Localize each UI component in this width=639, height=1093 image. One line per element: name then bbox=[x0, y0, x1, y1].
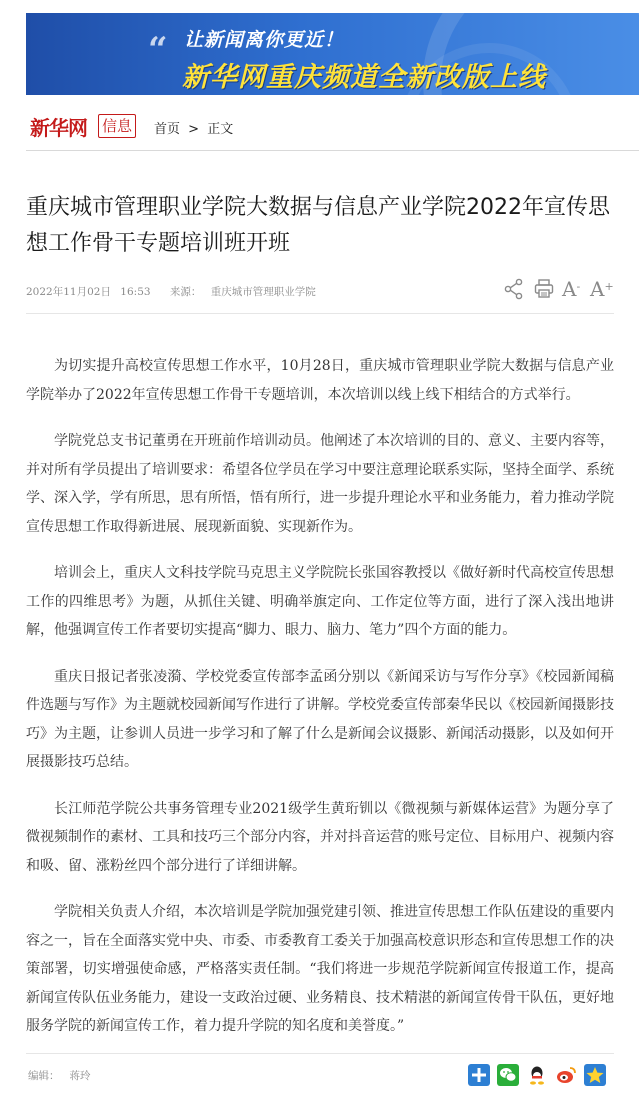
breadcrumb-current: 正文 bbox=[207, 122, 234, 137]
article-paragraph: 长江师范学院公共事务管理专业2021级学生黄珩钏以《微视频与新媒体运营》为题分享了微视频制作的素材、工具和技巧三个部分内容，并对抖音运营的账号定位、目标用户、视频内容和吸、留、涨粉丝四个部分进行了详细讲解。 bbox=[26, 800, 614, 874]
print-icon[interactable] bbox=[534, 278, 554, 302]
editor-line bbox=[28, 1068, 91, 1083]
breadcrumb-home-link[interactable]: 首页 bbox=[154, 122, 181, 137]
article-title: 重庆城市管理职业学院大数据与信息产业学院2022年宣传思想工作骨干专题培训班开班 bbox=[26, 195, 610, 256]
editor-name: 蒋玲 bbox=[69, 1070, 91, 1082]
font-increase-button[interactable]: A+ bbox=[590, 277, 614, 301]
font-decrease-button[interactable]: A- bbox=[562, 277, 581, 301]
wechat-icon[interactable] bbox=[497, 1064, 519, 1086]
breadcrumb-separator: > bbox=[188, 122, 200, 137]
site-nav bbox=[26, 108, 639, 148]
site-logo-tag[interactable]: 信息 bbox=[98, 114, 136, 138]
article-paragraph: 为切实提升高校宣传思想工作水平，10月28日，重庆城市管理职业学院大数据与信息产业学院举办了2022年宣传思想工作骨干专题培训，本次培训以线上线下相结合的方式举行。 bbox=[26, 358, 614, 403]
article-body bbox=[26, 352, 614, 1059]
qzone-icon[interactable] bbox=[584, 1064, 606, 1086]
nav-divider bbox=[26, 150, 639, 151]
breadcrumb bbox=[154, 118, 233, 137]
source-label: 来源： bbox=[169, 286, 202, 298]
article-meta bbox=[26, 284, 322, 299]
site-logo[interactable]: 新华网 bbox=[30, 116, 87, 140]
source-name: 重庆城市管理职业学院 bbox=[210, 286, 316, 298]
share-icon[interactable] bbox=[504, 278, 524, 302]
banner-headline: 新华网重庆频道全新改版上线 bbox=[182, 62, 546, 93]
qq-icon[interactable] bbox=[526, 1064, 548, 1086]
article-paragraph: 重庆日报记者张凌漪、学校党委宣传部李孟函分别以《新闻采访与写作分享》《校园新闻稿件选题与写作》为主题就校园新闻写作进行了讲解。学校党委宣传部秦华民以《校园新闻摄影技巧》为主题，让参训人员进一步学习和了解了什么是新闻会议摄影、新闻活动摄影，以及如何开展摄影技巧总结。 bbox=[26, 668, 614, 770]
meta-divider bbox=[26, 313, 614, 314]
publish-date: 2022年11月02日 bbox=[26, 286, 111, 298]
footer-divider bbox=[26, 1053, 614, 1054]
banner-tagline: 让新闻离你更近！ bbox=[184, 29, 345, 51]
editor-label: 编辑： bbox=[28, 1070, 60, 1082]
article-paragraph: 学院相关负责人介绍，本次培训是学院加强党建引领、推进宣传思想工作队伍建设的重要内容之一，旨在全面落实党中央、市委、市委教育工委关于加强高校意识形态和宣传思想工作的决策部署，切实增强使命感，严格落实责任制。“我们将进一步规范学院新闻宣传报道工作，提高新闻宣传队伍业务能力，建设一支政治过硬、业务精良、技术精湛的新闻宣传骨干队伍，更好地服务学院的新闻宣传工作，着力提升学院的知名度和美誉度。” bbox=[26, 904, 614, 1034]
publish-time: 16:53 bbox=[120, 286, 151, 298]
article-paragraph: 学院党总支书记董勇在开班前作培训动员。他阐述了本次培训的目的、意义、主要内容等，并对所有学员提出了培训要求：希望各位学员在学习中要注意理论联系实际，坚持全面学、系统学、深入学，学有所思，思有所悟，悟有所行，进一步提升理论水平和业务能力，着力推动学院宣传思想工作取得新进展、展现新面貌、实现新作为。 bbox=[26, 433, 614, 535]
quote-mark-icon: “ bbox=[148, 30, 168, 70]
weibo-icon[interactable] bbox=[555, 1064, 577, 1086]
article-tools bbox=[504, 278, 614, 302]
promo-banner[interactable] bbox=[26, 13, 639, 95]
article-paragraph: 培训会上，重庆人文科技学院马克思主义学院院长张国容教授以《做好新时代高校宣传思想工作的四维思考》为题，从抓住关键、明确举旗定向、工作定位等方面，进行了深入浅出地讲解，他强调宣传工作者要切实提高“脚力、眼力、脑力、笔力”四个方面的能力。 bbox=[26, 565, 614, 638]
share-more-icon[interactable] bbox=[468, 1064, 490, 1086]
